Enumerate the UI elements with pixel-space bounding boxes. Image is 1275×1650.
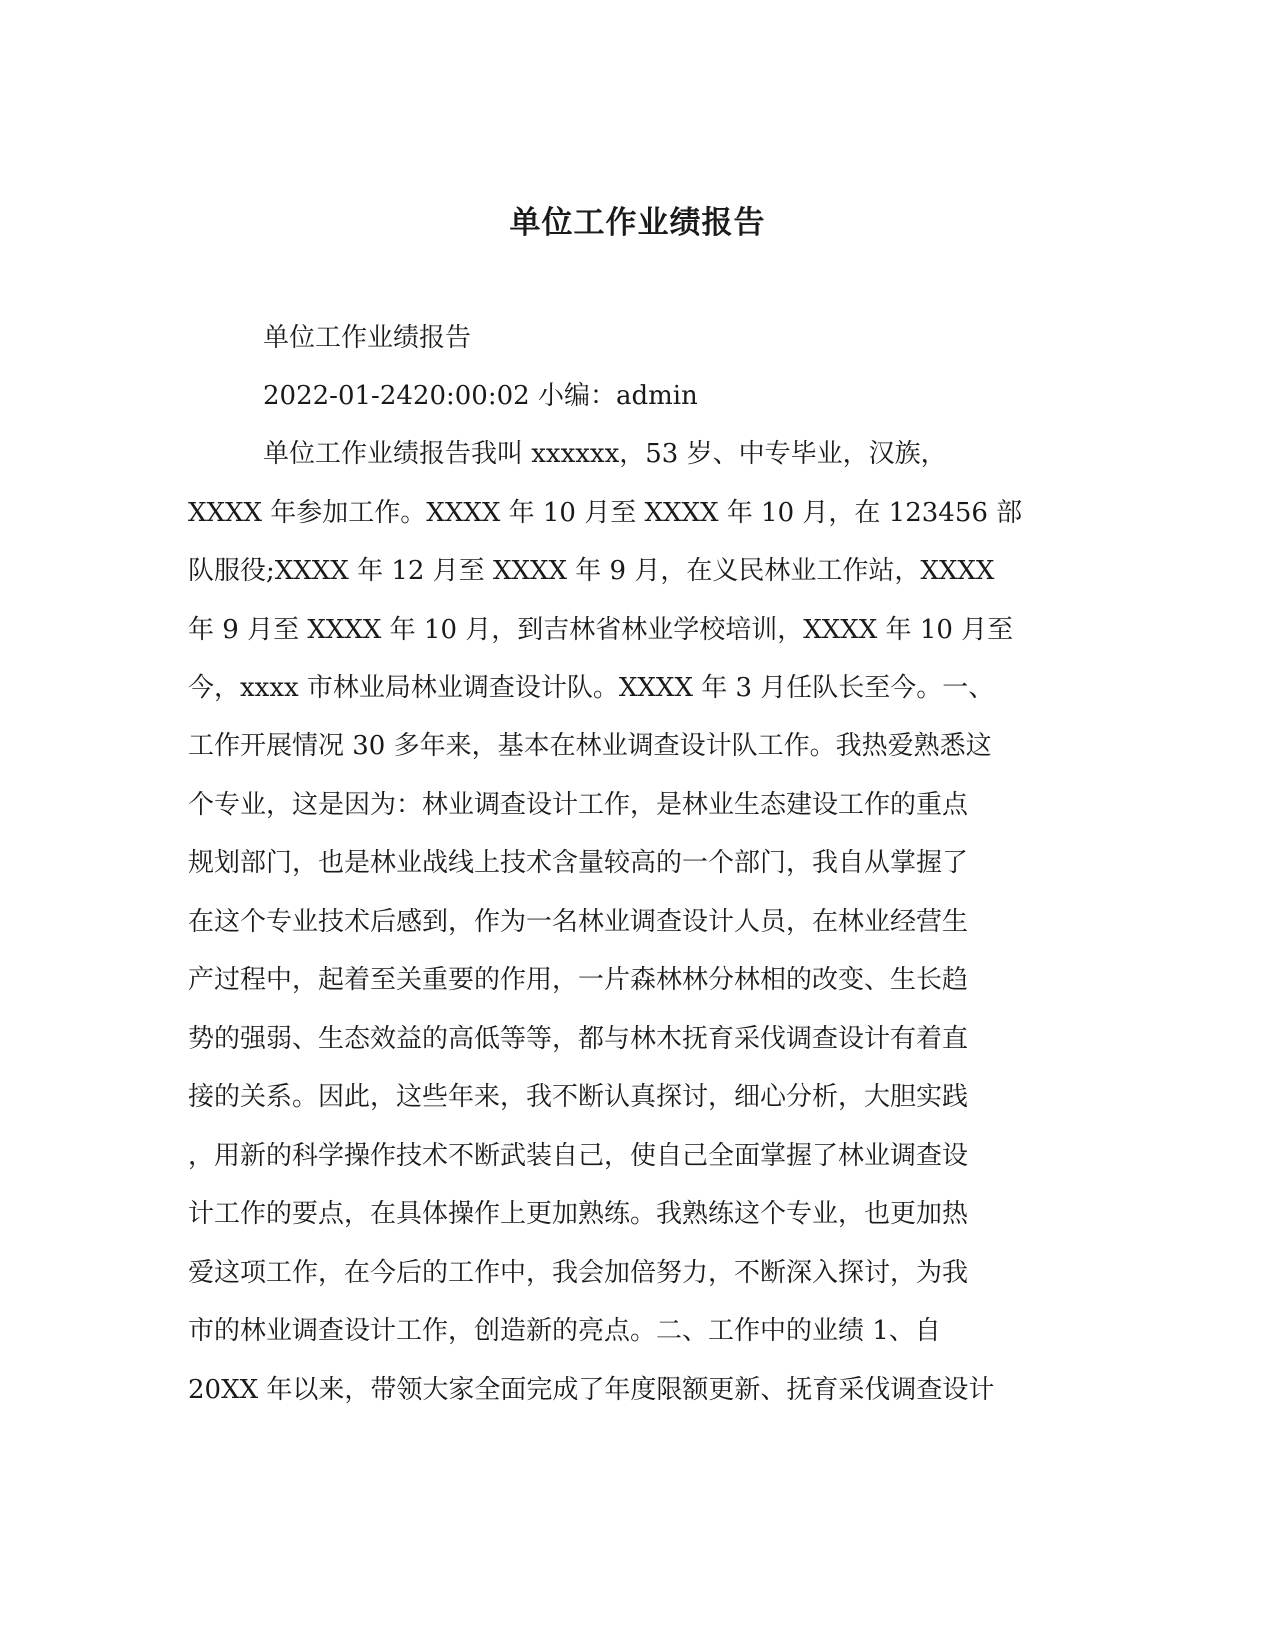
body-line: 个专业，这是因为：林业调查设计工作，是林业生态建设工作的重点 bbox=[188, 790, 969, 820]
body-line: 20XX 年以来，带领大家全面完成了年度限额更新、抚育采伐调查设计 bbox=[188, 1375, 995, 1405]
page-title: 单位工作业绩报告 bbox=[509, 205, 766, 241]
subtitle-line: 单位工作业绩报告 bbox=[263, 323, 472, 353]
body-line: 接的关系。因此，这些年来，我不断认真探讨，细心分析，大胆实践 bbox=[188, 1082, 969, 1112]
body-line: 今，xxxx 市林业局林业调查设计队。XXXX 年 3 月任队长至今。一、 bbox=[188, 673, 995, 703]
body-line: 爱这项工作，在今后的工作中，我会加倍努力，不断深入探讨，为我 bbox=[188, 1258, 969, 1288]
body-line: 计工作的要点，在具体操作上更加熟练。我熟练这个专业，也更加热 bbox=[188, 1199, 969, 1229]
body-line: 在这个专业技术后感到，作为一名林业调查设计人员，在林业经营生 bbox=[188, 907, 969, 937]
meta-line: 2022-01-2420:00:02 小编：admin bbox=[263, 381, 698, 411]
body-line: 规划部门，也是林业战线上技术含量较高的一个部门，我自从掌握了 bbox=[188, 848, 969, 878]
body-line: XXXX 年参加工作。XXXX 年 10 月至 XXXX 年 10 月，在 123456 部 bbox=[188, 498, 1023, 528]
body-line: 单位工作业绩报告我叫 xxxxxx，53 岁、中专毕业，汉族， bbox=[263, 439, 947, 469]
body-line: ，用新的科学操作技术不断武装自己，使自己全面掌握了林业调查设 bbox=[188, 1141, 969, 1171]
body-line: 年 9 月至 XXXX 年 10 月，到吉林省林业学校培训，XXXX 年 10 月至 bbox=[188, 615, 1014, 645]
body-line: 市的林业调查设计工作，创造新的亮点。二、工作中的业绩 1、自 bbox=[188, 1316, 941, 1346]
body-line: 工作开展情况 30 多年来，基本在林业调查设计队工作。我热爱熟悉这 bbox=[188, 731, 992, 761]
body-line: 势的强弱、生态效益的高低等等，都与林木抚育采伐调查设计有着直 bbox=[188, 1024, 969, 1054]
body-line: 产过程中，起着至关重要的作用，一片森林林分林相的改变、生长趋 bbox=[188, 965, 969, 995]
body-line: 队服役;XXXX 年 12 月至 XXXX 年 9 月，在义民林业工作站，XXXX bbox=[188, 556, 995, 586]
